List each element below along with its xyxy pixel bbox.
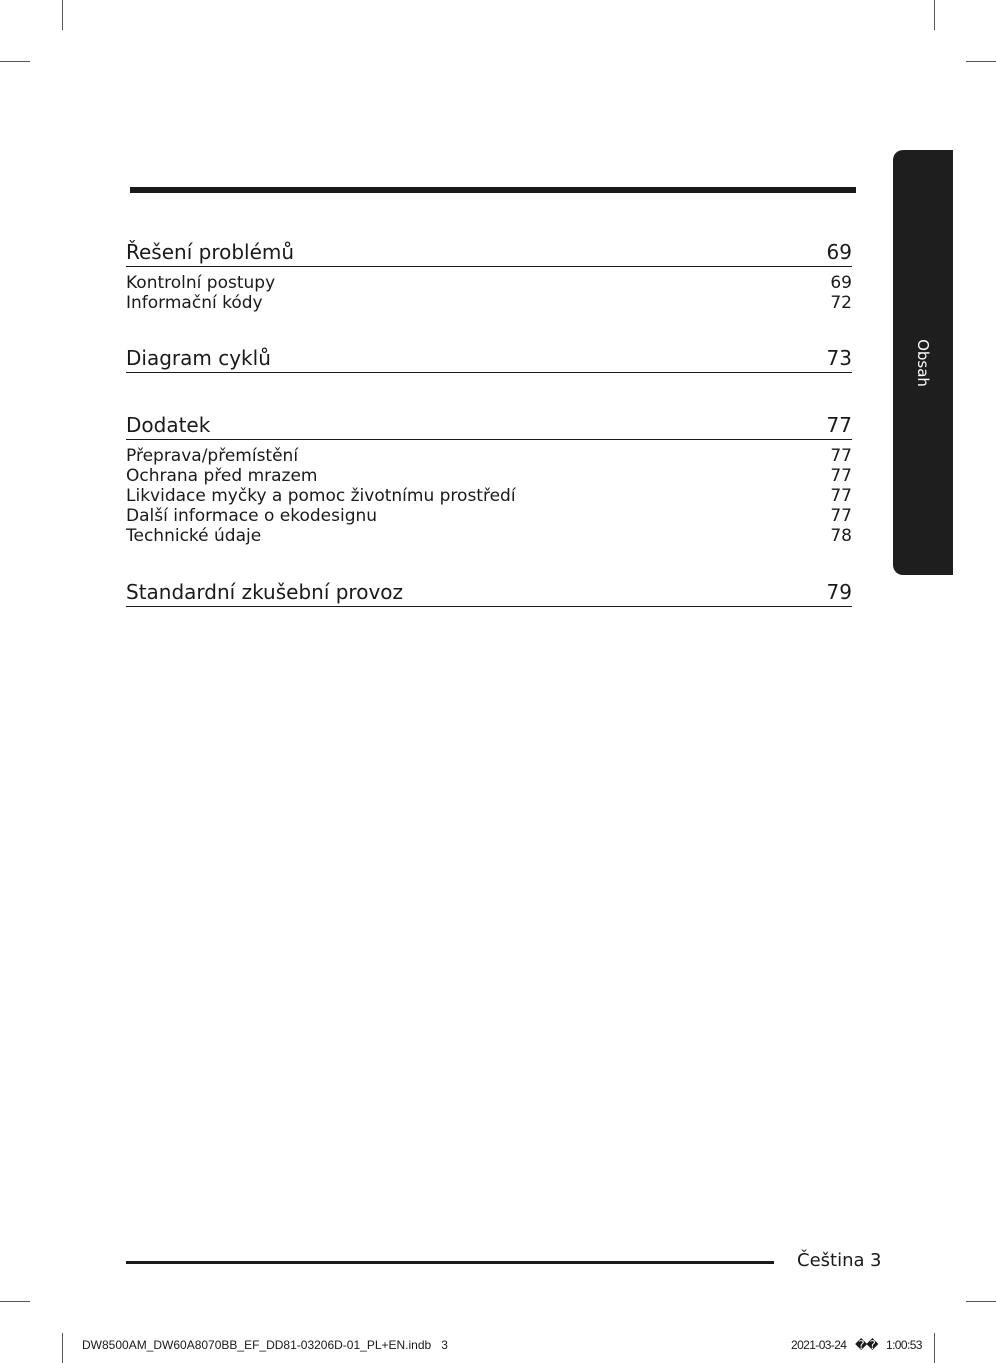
toc-section-page: 79 xyxy=(826,580,852,604)
crop-mark xyxy=(966,1301,996,1302)
print-slug-date: 2021-03-24 xyxy=(791,1338,847,1352)
toc-section xyxy=(126,413,852,546)
page-number: 3 xyxy=(870,1250,882,1271)
crop-mark xyxy=(62,0,63,30)
toc-section-title: Diagram cyklů xyxy=(126,346,271,370)
toc-section xyxy=(126,346,852,373)
toc-item[interactable] xyxy=(126,506,852,526)
toc-item[interactable] xyxy=(126,526,852,546)
crop-mark xyxy=(0,1301,30,1302)
toc-item-label: Technické údaje xyxy=(126,526,262,546)
toc-item-label: Další informace o ekodesignu xyxy=(126,506,378,526)
toc-item[interactable] xyxy=(126,293,852,313)
toc-item[interactable] xyxy=(126,273,852,293)
toc-item-page: 77 xyxy=(830,466,852,486)
crop-mark xyxy=(0,61,30,62)
toc-section xyxy=(126,240,852,313)
toc-section-heading[interactable] xyxy=(126,346,852,373)
toc-item[interactable] xyxy=(126,466,852,486)
toc-item-page: 72 xyxy=(830,293,852,313)
toc-section xyxy=(126,580,852,607)
print-slug-time: 1:00:53 xyxy=(886,1338,922,1352)
footer-language: Čeština xyxy=(797,1250,865,1271)
toc-item-label: Likvidace myčky a pomoc životnímu prostředí xyxy=(126,486,516,506)
header-rule xyxy=(130,187,856,193)
crop-mark xyxy=(966,61,996,62)
toc-item-label: Přeprava/přemístění xyxy=(126,446,299,466)
toc-section-title: Dodatek xyxy=(126,413,211,437)
toc-item-page: 77 xyxy=(830,446,852,466)
toc-section-heading[interactable] xyxy=(126,413,852,440)
toc-item-page: 78 xyxy=(830,526,852,546)
toc-section-heading[interactable] xyxy=(126,580,852,607)
toc-section-page: 77 xyxy=(826,413,852,437)
crop-mark xyxy=(934,1333,935,1363)
toc-item-label: Ochrana před mrazem xyxy=(126,466,318,486)
chapter-tab[interactable] xyxy=(893,150,953,575)
toc-section-heading[interactable] xyxy=(126,240,852,267)
toc-item-page: 69 xyxy=(830,273,852,293)
toc-item[interactable] xyxy=(126,446,852,466)
crop-mark xyxy=(934,0,935,30)
toc-item-label: Informační kódy xyxy=(126,293,263,313)
toc-section-title: Standardní zkušební provoz xyxy=(126,580,404,604)
crop-mark xyxy=(62,1333,63,1363)
chapter-tab-label: Obsah xyxy=(914,339,932,387)
toc-section-page: 73 xyxy=(826,346,852,370)
toc-item-label: Kontrolní postupy xyxy=(126,273,276,293)
toc-item-page: 77 xyxy=(830,486,852,506)
toc-section-page: 69 xyxy=(826,240,852,264)
footer-rule xyxy=(126,1261,774,1264)
print-slug-symbols: �� xyxy=(855,1338,878,1352)
toc-section-title: Řešení problémů xyxy=(126,240,295,264)
toc-item[interactable] xyxy=(126,486,852,506)
print-slug-filename: DW8500AM_DW60A8070BB_EF_DD81-03206D-01_PL+EN.indb 3 xyxy=(82,1338,448,1352)
toc-item-page: 77 xyxy=(830,506,852,526)
